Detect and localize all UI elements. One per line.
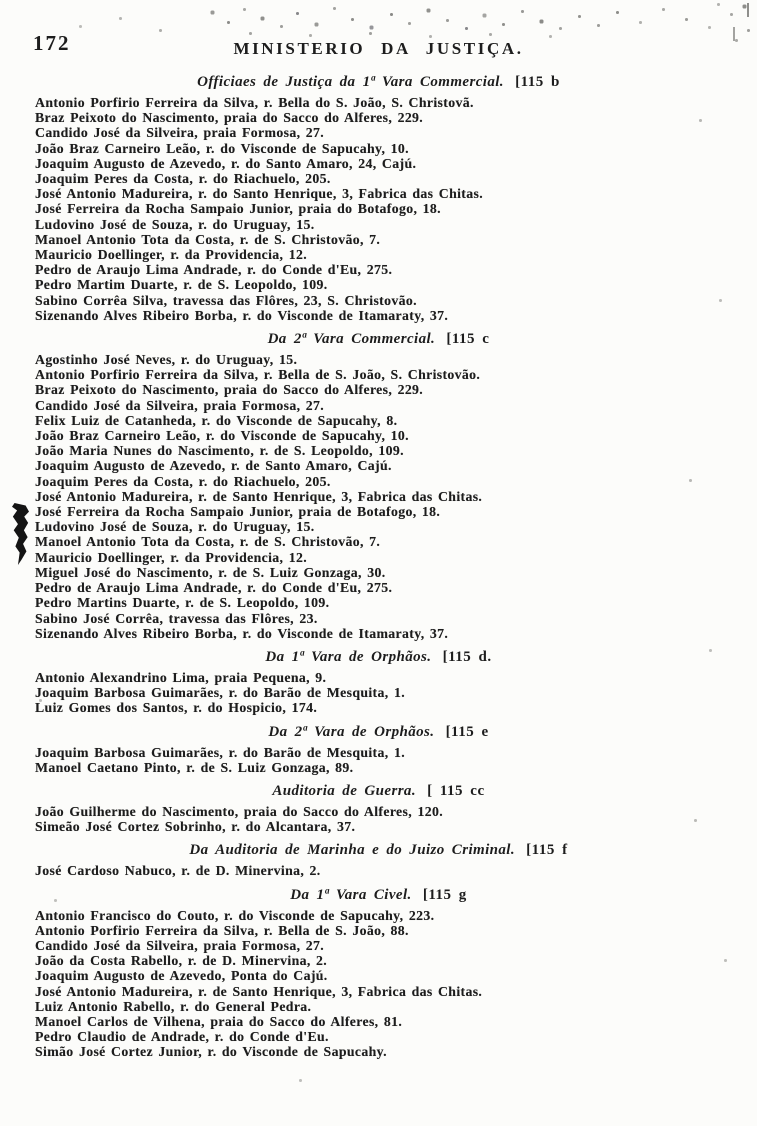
- directory-entry: Candido José da Silveira, praia Formosa, 27.: [35, 937, 325, 953]
- directory-entry: Joaquim Barbosa Guimarães, r. do Barão de Mesquita, 1.: [35, 744, 405, 760]
- entry-list: [0, 352, 757, 641]
- section-heading: [0, 842, 757, 859]
- directory-entry: Antonio Porfirio Ferreira da Silva, r. Bella do S. João, S. Christovã.: [35, 95, 474, 110]
- section-ref: [115 d.: [442, 648, 492, 665]
- section-ref: [115 b: [515, 74, 560, 90]
- directory-entry: Miguel José do Nascimento, r. de S. Luiz Gonzaga, 30.: [35, 564, 386, 580]
- section-heading: [0, 649, 757, 666]
- entry-list: [0, 95, 757, 323]
- directory-entry: Joaquim Augusto de Azevedo, r. do Santo Amaro, 24, Cajú.: [35, 155, 417, 171]
- directory-entry: Antonio Porfirio Ferreira da Silva, r. Bella de S. João, 88.: [35, 922, 409, 938]
- directory-entry: Candido José da Silveira, praia Formosa, 27.: [35, 397, 325, 413]
- directory-entry: Joaquim Augusto de Azevedo, r. de Santo Amaro, Cajú.: [35, 458, 392, 474]
- directory-entry: Sabino Corrêa Silva, travessa das Flôres, 23, S. Christovão.: [35, 292, 417, 308]
- directory-entry: Luiz Antonio Rabello, r. do General Pedra.: [35, 998, 312, 1014]
- directory-entry: Simão José Cortez Junior, r. do Visconde de Sapucahy.: [35, 1044, 387, 1060]
- directory-entry: Mauricio Doellinger, r. da Providencia, 12.: [35, 549, 308, 565]
- directory-entry: Antonio Alexandrino Lima, praia Pequena, 9.: [35, 669, 327, 685]
- directory-entry: Joaquim Peres da Costa, r. do Riachuelo, 205.: [35, 171, 331, 187]
- directory-entry: Joaquim Peres da Costa, r. do Riachuelo, 205.: [35, 473, 331, 489]
- directory-entry: Simeão José Cortez Sobrinho, r. do Alcantara, 37.: [35, 819, 356, 835]
- directory-entry: Sizenando Alves Ribeiro Borba, r. do Visconde de Itamaraty, 37.: [35, 307, 449, 323]
- section-ref: [ 115 cc: [427, 782, 485, 799]
- section-heading: [0, 724, 757, 741]
- directory-entry: Pedro de Araujo Lima Andrade, r. do Conde d'Eu, 275.: [35, 262, 393, 278]
- directory-entry: Ludovino José de Souza, r. do Uruguay, 15.: [35, 216, 315, 232]
- directory-entry: José Ferreira da Rocha Sampaio Junior, praia de Botafogo, 18.: [35, 504, 441, 520]
- court-section: [0, 331, 757, 641]
- directory-entry: Pedro Martins Duarte, r. de S. Leopoldo, 109.: [35, 595, 330, 611]
- directory-entry: Felix Luiz de Catanheda, r. do Visconde de Sapucahy, 8.: [35, 412, 398, 428]
- section-title: Officiaes de Justiça da 1ª Vara Commercial.: [197, 74, 512, 90]
- directory-entry: José Cardoso Nabuco, r. de D. Minervina, 2.: [35, 863, 321, 879]
- section-title: Da Auditoria de Marinha e do Juizo Criminal.: [189, 842, 523, 859]
- court-section: [0, 649, 757, 716]
- directory-entry: João Guilherme do Nascimento, praia do Sacco do Alferes, 120.: [35, 803, 443, 819]
- directory-entry: José Ferreira da Rocha Sampaio Junior, praia do Botafogo, 18.: [35, 201, 441, 217]
- directory-entry: Braz Peixoto do Nascimento, praia do Sacco do Alferes, 229.: [35, 110, 424, 126]
- court-section: [0, 842, 757, 878]
- directory-entry: Pedro Martim Duarte, r. de S. Leopoldo, 109.: [35, 277, 328, 293]
- directory-entry: Joaquim Barbosa Guimarães, r. do Barão de Mesquita, 1.: [35, 685, 405, 701]
- section-title: Da 2ª Vara Commercial.: [267, 331, 443, 348]
- directory-entry: João da Costa Rabello, r. de D. Minervina, 2.: [35, 953, 328, 969]
- directory-entry: Manoel Antonio Tota da Costa, r. de S. Christovão, 7.: [35, 231, 381, 247]
- section-title: Da 1ª Vara de Orphãos.: [265, 648, 439, 665]
- directory-entry: Antonio Francisco do Couto, r. do Visconde de Sapucahy, 223.: [35, 907, 435, 923]
- page-title: MINISTERIO DA JUSTIÇA.: [233, 39, 524, 58]
- directory-entry: Joaquim Augusto de Azevedo, Ponta do Cajú.: [35, 968, 328, 984]
- section-ref: [115 c: [446, 331, 490, 348]
- directory-entry: José Antonio Madureira, r. de Santo Henrique, 3, Fabrica das Chitas.: [35, 488, 483, 504]
- directory-entry: Manoel Carlos de Vilhena, praia do Sacco do Alferes, 81.: [35, 1013, 403, 1029]
- directory-entry: Mauricio Doellinger, r. da Providencia, 12.: [35, 247, 308, 263]
- section-heading: [0, 887, 757, 904]
- court-section: [0, 887, 757, 1060]
- entry-list: [0, 670, 757, 716]
- section-ref: [115 g: [422, 886, 467, 903]
- section-heading: [0, 331, 757, 348]
- directory-entry: João Braz Carneiro Leão, r. do Visconde de Sapucahy, 10.: [35, 140, 409, 156]
- directory-entry: Sizenando Alves Ribeiro Borba, r. do Visconde de Itamaraty, 37.: [35, 625, 449, 641]
- directory-entry: Candido José da Silveira, praia Formosa, 27.: [35, 125, 325, 141]
- court-section: [0, 724, 757, 775]
- entry-list: [0, 863, 757, 878]
- entry-list: [0, 804, 757, 834]
- entry-list: [0, 908, 757, 1060]
- court-section: [0, 74, 757, 323]
- section-title: Da 1ª Vara Civel.: [290, 886, 419, 903]
- directory-entry: Ludovino José de Souza, r. do Uruguay, 15.: [35, 519, 315, 535]
- directory-entry: José Antonio Madureira, r. do Santo Henrique, 3, Fabrica das Chitas.: [35, 186, 483, 202]
- court-section: [0, 783, 757, 834]
- directory-entry: Agostinho José Neves, r. do Uruguay, 15.: [35, 352, 298, 368]
- directory-entry: Pedro de Araujo Lima Andrade, r. do Conde d'Eu, 275.: [35, 580, 393, 596]
- directory-entry: João Braz Carneiro Leão, r. do Visconde de Sapucahy, 10.: [35, 428, 409, 444]
- directory-entry: Antonio Porfirio Ferreira da Silva, r. Bella de S. João, S. Christovão.: [35, 367, 481, 383]
- section-heading: [0, 783, 757, 800]
- section-ref: [115 f: [526, 842, 568, 859]
- section-ref: [115 e: [445, 723, 489, 740]
- directory-entry: Manoel Antonio Tota da Costa, r. de S. Christovão, 7.: [35, 534, 381, 550]
- directory-sections: [0, 74, 757, 1060]
- directory-entry: Pedro Claudio de Andrade, r. do Conde d'Eu.: [35, 1029, 329, 1045]
- section-title: Da 2ª Vara de Orphãos.: [268, 723, 442, 740]
- directory-entry: João Maria Nunes do Nascimento, r. de S. Leopoldo, 109.: [35, 443, 404, 459]
- section-heading: [0, 74, 757, 91]
- entry-list: [0, 745, 757, 775]
- directory-entry: Sabino José Corrêa, travessa das Flôres, 23.: [35, 610, 318, 626]
- page-header: [0, 0, 757, 66]
- section-title: Auditoria de Guerra.: [272, 782, 424, 799]
- directory-entry: Braz Peixoto do Nascimento, praia do Sacco do Alferes, 229.: [35, 382, 424, 398]
- directory-entry: Luiz Gomes dos Santos, r. do Hospicio, 174.: [35, 700, 318, 716]
- page-number: 172: [33, 31, 71, 55]
- directory-entry: Manoel Caetano Pinto, r. de S. Luiz Gonzaga, 89.: [35, 759, 354, 775]
- directory-entry: José Antonio Madureira, r. de Santo Henrique, 3, Fabrica das Chitas.: [35, 983, 483, 999]
